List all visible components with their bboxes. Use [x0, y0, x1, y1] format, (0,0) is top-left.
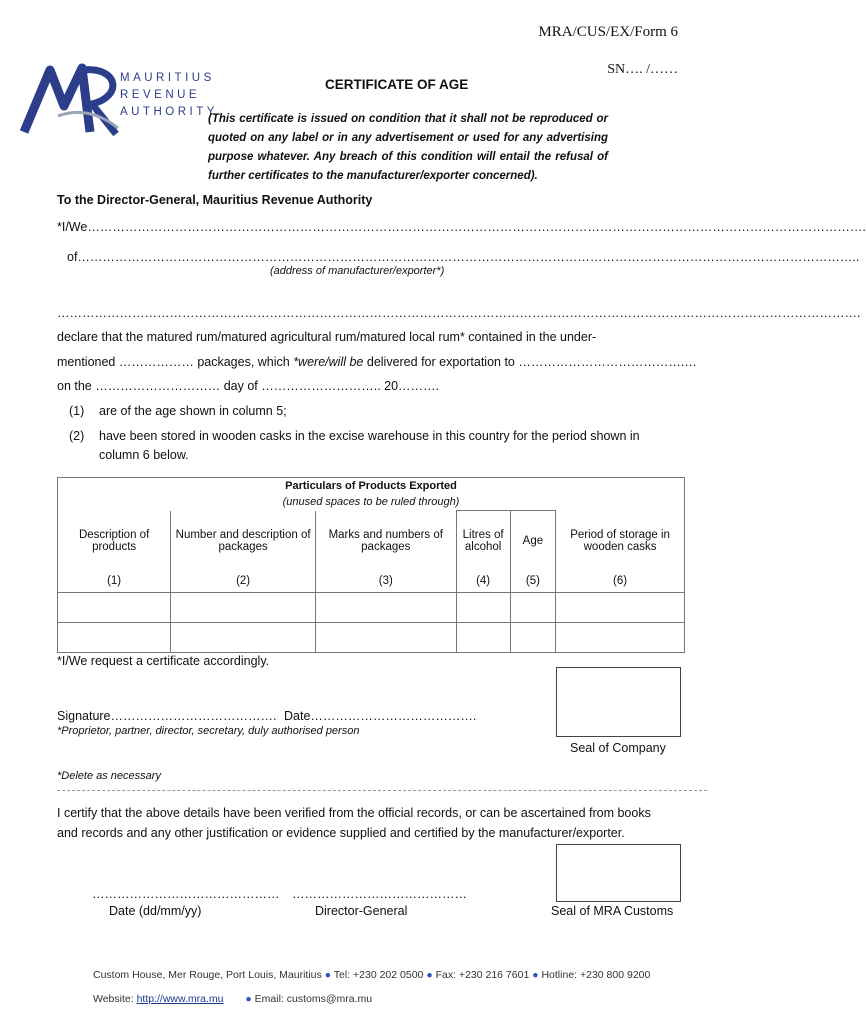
- certification-line-2: and records and any other justification or evidence supplied and certified by the manufacturer/exporter.: [57, 826, 625, 840]
- col-num-2: (2): [171, 571, 316, 593]
- col-num-5: (5): [510, 571, 556, 593]
- footer-address: Custom House, Mer Rouge, Port Louis, Mauritius: [93, 969, 322, 981]
- col-header-litres: Litres of alcohol: [456, 511, 510, 571]
- footer-fax: Fax: +230 216 7601: [435, 969, 530, 981]
- certificate-title: CERTIFICATE OF AGE: [325, 77, 469, 92]
- signature-field[interactable]: Signature………………………………….: [57, 709, 277, 723]
- request-date-field[interactable]: Date………………………………….: [284, 709, 477, 723]
- customs-seal-box[interactable]: [556, 844, 681, 902]
- bullet-icon: ●: [426, 969, 433, 981]
- products-table: [57, 477, 685, 653]
- col-num-1: (1): [58, 571, 171, 593]
- table-row[interactable]: [58, 593, 685, 623]
- role-note: *Proprietor, partner, director, secretary, duly authorised person: [57, 725, 360, 737]
- section-divider: [57, 790, 707, 791]
- declaration-line-2: mentioned ……………… packages, which *were/will be delivered for exportation to ………………………………….…: [57, 355, 697, 369]
- footer-web: [93, 993, 372, 1005]
- director-general-label: Director-General: [315, 904, 408, 918]
- form-code: MRA/CUS/EX/Form 6: [538, 24, 678, 40]
- website-link[interactable]: http://www.mra.mu: [136, 993, 224, 1005]
- footer-hotline: Hotline: +230 800 9200: [541, 969, 651, 981]
- website-label: Website:: [93, 993, 137, 1005]
- declaration-line-3: on the ………………………… day of ……………………….. 20……….: [57, 379, 440, 393]
- col-header-age: Age: [510, 511, 556, 571]
- addressee: To the Director-General, Mauritius Revenue Authority: [57, 193, 373, 207]
- seal-of-customs-label: Seal of MRA Customs: [551, 904, 674, 918]
- certification-line-1: I certify that the above details have been verified from the official records, or can be ascertained from books: [57, 806, 651, 820]
- table-caption: [58, 478, 685, 511]
- footer-contact: [93, 969, 650, 981]
- bullet-icon: ●: [245, 993, 252, 1005]
- item-1-text: are of the age shown in column 5;: [99, 404, 287, 418]
- mra-logo-text: MAURITIUS REVENUE AUTHORITY: [120, 72, 218, 118]
- seal-of-company-label: Seal of Company: [570, 741, 666, 755]
- table-row[interactable]: [58, 623, 685, 653]
- footer-email[interactable]: Email: customs@mra.mu: [254, 993, 373, 1005]
- col-header-marks: Marks and numbers of packages: [315, 511, 456, 571]
- col-num-3: (3): [315, 571, 456, 593]
- col-num-6: (6): [556, 571, 685, 593]
- bullet-icon: ●: [532, 969, 539, 981]
- col-header-storage: Period of storage in wooden casks: [556, 511, 685, 571]
- col-header-description: Description of products: [58, 511, 171, 571]
- mra-logo-mark: [20, 58, 130, 138]
- table-title: Particulars of Products Exported: [285, 480, 457, 492]
- table-subtitle: (unused spaces to be ruled through): [282, 496, 460, 508]
- company-seal-box[interactable]: [556, 667, 681, 737]
- iwe-field[interactable]: *I/We…………………………………………………………………………………………………………………………………………………………………….: [57, 220, 866, 234]
- bullet-icon: ●: [324, 969, 332, 981]
- cert-date-field[interactable]: ………………………………………: [92, 887, 280, 901]
- address-field[interactable]: of……………………………………………………………………………………………………………………………………………………………………..: [67, 250, 860, 264]
- director-signature-field[interactable]: ……………………………………: [292, 887, 467, 901]
- cert-date-label: Date (dd/mm/yy): [109, 904, 202, 918]
- item-2-text-cont: column 6 below.: [99, 448, 189, 462]
- item-2-number: (2): [69, 429, 85, 443]
- address-caption: (address of manufacturer/exporter*): [270, 265, 445, 277]
- declaration-line-1: declare that the matured rum/matured agricultural rum/matured local rum* contained in the under-: [57, 330, 597, 344]
- item-1-number: (1): [69, 404, 85, 418]
- item-2-text: have been stored in wooden casks in the excise warehouse in this country for the period shown in: [99, 429, 640, 443]
- serial-number: SN…. /……: [607, 62, 678, 77]
- col-num-4: (4): [456, 571, 510, 593]
- col-header-packages: Number and description of packages: [171, 511, 316, 571]
- conditions-notice: (This certificate is issued on condition that it shall not be reproduced or quoted on any label or in any advertisement or used for any advertising purpose whatever. Any breach of this condition will entail the refusal of further certificates to the manufacturer/exporter concerned).: [208, 113, 608, 182]
- address-continuation-field[interactable]: ………………………………………………………………………………………………………………………………………………………………………….: [57, 306, 861, 320]
- request-text: *I/We request a certificate accordingly.: [57, 654, 270, 668]
- delete-note: *Delete as necessary: [57, 770, 161, 782]
- footer-tel: Tel: +230 202 0500: [333, 969, 424, 981]
